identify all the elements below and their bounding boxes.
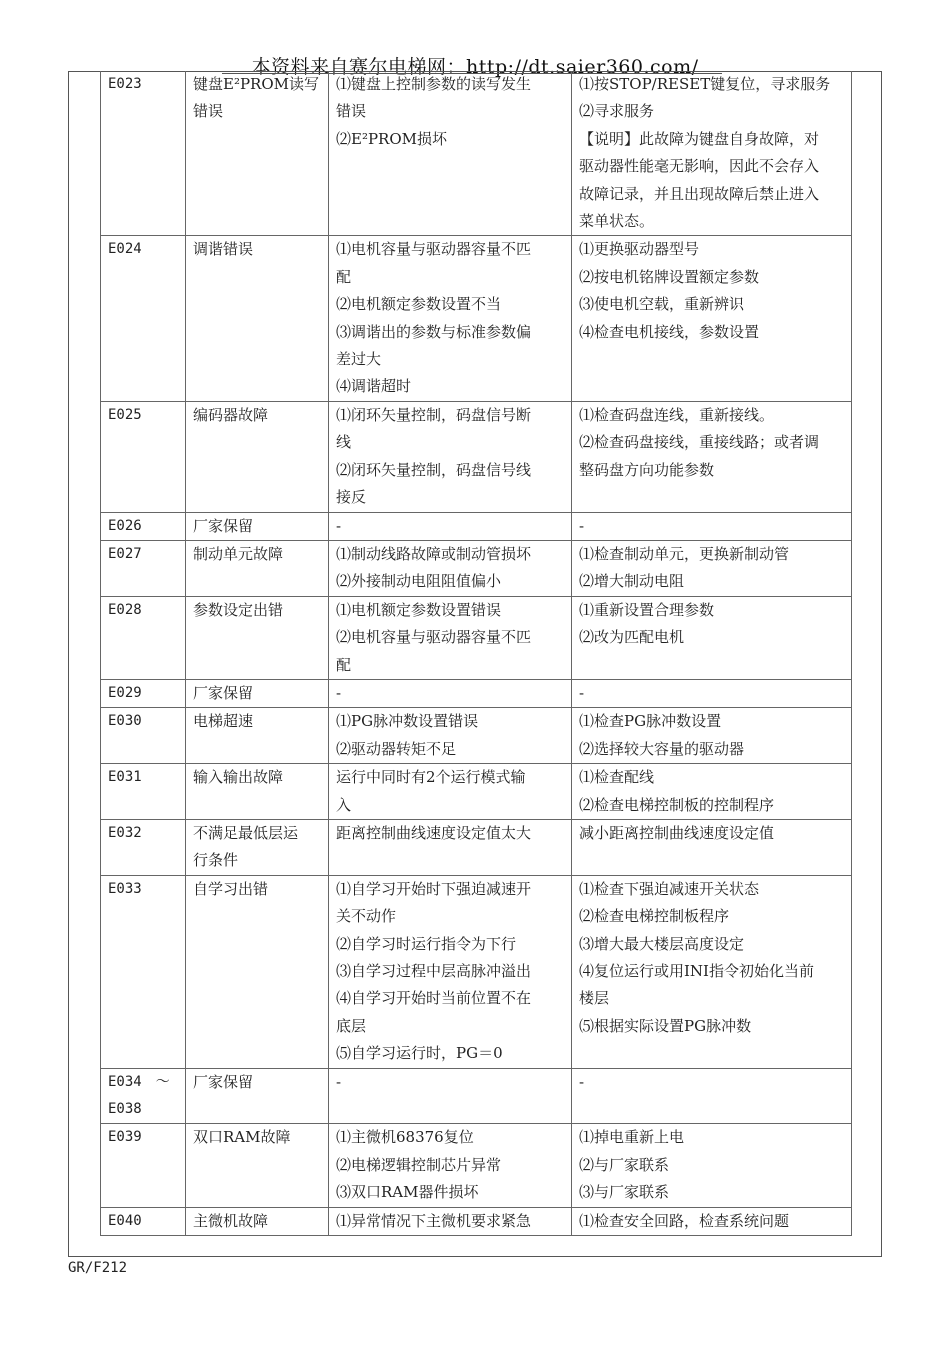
cell-line: ⑷自学习开始时当前位置不在 <box>336 989 532 1008</box>
cell-line: ⑸自学习运行时，PG＝0 <box>336 1044 503 1063</box>
fault-remedy-cell <box>572 764 852 820</box>
fault-name-cell <box>186 1207 329 1235</box>
cell-line: ⑴主微机68376复位 <box>336 1128 474 1147</box>
fault-code-cell <box>101 1068 186 1124</box>
fault-name-cell <box>186 401 329 512</box>
cell-line: E029 <box>108 684 142 701</box>
cell-line: 整码盘方向功能参数 <box>579 460 715 479</box>
cell-line: 主微机故障 <box>193 1211 269 1230</box>
cell-line: E030 <box>108 713 142 730</box>
table-row <box>101 764 852 820</box>
fault-code-cell <box>101 819 186 875</box>
fault-remedy-cell <box>572 540 852 596</box>
cell-line: 接反 <box>336 488 367 507</box>
cell-line: - <box>579 1072 585 1091</box>
cell-line: ⑵检查电梯控制板的控制程序 <box>579 795 775 814</box>
fault-cause-cell <box>329 540 572 596</box>
cell-line: - <box>336 1072 342 1091</box>
fault-remedy-cell <box>572 875 852 1068</box>
cell-line: 底层 <box>336 1016 367 1035</box>
cell-line: ⑵电机容量与驱动器容量不匹 <box>336 628 532 647</box>
cell-line: 厂家保留 <box>193 516 254 535</box>
cell-line: 配 <box>336 655 352 674</box>
cell-line: ⑴按STOP/RESET键复位，寻求服务 <box>579 75 831 93</box>
cell-line: 【说明】此故障为键盘自身故障，对 <box>579 129 820 148</box>
fault-remedy-cell <box>572 512 852 540</box>
fault-remedy-cell <box>572 708 852 764</box>
cell-line: ⑵E²PROM损坏 <box>336 129 448 148</box>
fault-code-table <box>100 71 852 1236</box>
table-row <box>101 540 852 596</box>
cell-line: 差过大 <box>336 350 382 369</box>
cell-line: ⑴检查PG脉冲数设置 <box>579 712 722 731</box>
cell-line: 厂家保留 <box>193 1072 254 1091</box>
fault-code-cell <box>101 708 186 764</box>
fault-code-cell <box>101 540 186 596</box>
cell-line: 错误 <box>336 102 367 121</box>
fault-remedy-cell <box>572 819 852 875</box>
cell-line: ⑵按电机铭牌设置额定参数 <box>579 267 760 286</box>
table-row <box>101 71 852 236</box>
cell-line: - <box>579 516 585 535</box>
cell-line: ⑴电机容量与驱动器容量不匹 <box>336 240 532 259</box>
fault-code-cell <box>101 1124 186 1207</box>
fault-cause-cell <box>329 596 572 679</box>
cell-line: ⑶增大最大楼层高度设定 <box>579 934 745 953</box>
cell-line: ⑴PG脉冲数设置错误 <box>336 712 479 731</box>
cell-line: ⑵检查码盘接线，重接线路；或者调 <box>579 433 820 452</box>
cell-line: E026 <box>108 517 142 534</box>
fault-cause-cell <box>329 1207 572 1235</box>
cell-line: 运行中同时有2个运行模式输 <box>336 768 526 787</box>
cell-line: E024 <box>108 241 142 258</box>
cell-line: ⑴检查安全回路，检查系统问题 <box>579 1211 790 1230</box>
cell-line: 减小距离控制曲线速度设定值 <box>579 823 775 842</box>
cell-line: ⑴更换驱动器型号 <box>579 240 700 259</box>
fault-name-cell <box>186 1124 329 1207</box>
cell-line: ⑵寻求服务 <box>579 102 655 121</box>
cell-line: E027 <box>108 545 142 562</box>
fault-cause-cell <box>329 875 572 1068</box>
cell-line: 电梯超速 <box>193 712 254 731</box>
cell-line: ⑴闭环矢量控制，码盘信号断 <box>336 405 532 424</box>
fault-name-cell <box>186 819 329 875</box>
fault-remedy-cell <box>572 1207 852 1235</box>
cell-line: ⑴键盘上控制参数的读写发生 <box>336 75 532 93</box>
cell-line: ⑶双口RAM器件损坏 <box>336 1183 479 1202</box>
cell-line: 关不动作 <box>336 907 397 926</box>
fault-name-cell <box>186 540 329 596</box>
fault-code-cell <box>101 875 186 1068</box>
cell-line: 制动单元故障 <box>193 544 284 563</box>
fault-name-cell <box>186 236 329 401</box>
cell-line: 参数设定出错 <box>193 600 284 619</box>
fault-remedy-cell <box>572 71 852 236</box>
fault-cause-cell <box>329 708 572 764</box>
cell-line: 自学习出错 <box>193 879 269 898</box>
cell-line: 双口RAM故障 <box>193 1128 291 1147</box>
cell-line: 厂家保留 <box>193 683 254 702</box>
cell-line: 键盘E²PROM读写 <box>193 75 320 93</box>
cell-line: E039 <box>108 1129 142 1146</box>
cell-line: ⑵电机额定参数设置不当 <box>336 295 502 314</box>
fault-cause-cell <box>329 679 572 707</box>
fault-remedy-cell <box>572 1124 852 1207</box>
table-row <box>101 679 852 707</box>
cell-line: ⑵电梯逻辑控制芯片异常 <box>336 1155 502 1174</box>
cell-line: 编码器故障 <box>193 405 269 424</box>
fault-code-cell <box>101 401 186 512</box>
cell-line: ⑵闭环矢量控制，码盘信号线 <box>336 460 532 479</box>
fault-name-cell <box>186 764 329 820</box>
cell-line: 距离控制曲线速度设定值太大 <box>336 823 532 842</box>
cell-line: 故障记录，并且出现故障后禁止进入 <box>579 184 820 203</box>
cell-line: ⑷复位运行或用INI指令初始化当前 <box>579 962 814 980</box>
cell-line: ⑴异常情况下主微机要求紧急 <box>336 1211 532 1230</box>
cell-line: ⑷检查电机接线，参数设置 <box>579 322 760 341</box>
table-row <box>101 1124 852 1207</box>
cell-line: 错误 <box>193 102 224 121</box>
cell-line: ⑴制动线路故障或制动管损坏 <box>336 544 532 563</box>
cell-line: 菜单状态。 <box>579 212 655 231</box>
fault-remedy-cell <box>572 1068 852 1124</box>
cell-line: E031 <box>108 769 142 786</box>
fault-name-cell <box>186 71 329 236</box>
table-row <box>101 819 852 875</box>
cell-line: E033 <box>108 880 142 897</box>
fault-remedy-cell <box>572 679 852 707</box>
cell-line: ⑶与厂家联系 <box>579 1183 670 1202</box>
table-row <box>101 1207 852 1235</box>
cell-line: 调谐错误 <box>193 240 254 259</box>
source-header: 本资料来自赛尔电梯网：http://dt.saier360.com/ <box>251 56 699 78</box>
cell-line: 楼层 <box>579 989 610 1008</box>
cell-line: 驱动器性能毫无影响，因此不会存入 <box>579 157 820 176</box>
cell-line: ⑵选择较大容量的驱动器 <box>579 739 745 758</box>
cell-line: 输入输出故障 <box>193 768 284 787</box>
cell-line: ⑴检查配线 <box>579 768 655 787</box>
cell-line: - <box>336 516 342 535</box>
cell-line: E025 <box>108 406 142 423</box>
cell-line: 入 <box>336 795 352 814</box>
cell-line: ⑵驱动器转矩不足 <box>336 739 457 758</box>
fault-remedy-cell <box>572 236 852 401</box>
cell-line: ⑶调谐出的参数与标准参数偏 <box>336 322 532 341</box>
fault-code-cell <box>101 596 186 679</box>
fault-name-cell <box>186 1068 329 1124</box>
table-row <box>101 236 852 401</box>
fault-code-cell <box>101 679 186 707</box>
cell-line: E028 <box>108 601 142 618</box>
cell-line: ⑴自学习开始时下强迫减速开 <box>336 879 532 898</box>
fault-name-cell <box>186 708 329 764</box>
fault-code-cell <box>101 1207 186 1235</box>
fault-name-cell <box>186 512 329 540</box>
cell-line: E040 <box>108 1212 142 1229</box>
cell-line: 线 <box>336 433 352 452</box>
fault-table-body <box>101 71 852 1236</box>
cell-line: 行条件 <box>193 851 239 870</box>
cell-line: ⑵检查电梯控制板程序 <box>579 907 730 926</box>
table-row <box>101 401 852 512</box>
fault-cause-cell <box>329 512 572 540</box>
fault-code-cell <box>101 512 186 540</box>
fault-cause-cell <box>329 764 572 820</box>
cell-line: ⑴检查码盘连线，重新接线。 <box>579 405 775 424</box>
cell-line: ⑴掉电重新上电 <box>579 1128 685 1147</box>
fault-cause-cell <box>329 819 572 875</box>
fault-code-cell <box>101 71 186 236</box>
cell-line: 配 <box>336 267 352 286</box>
fault-remedy-cell <box>572 401 852 512</box>
cell-line: ⑵与厂家联系 <box>579 1155 670 1174</box>
fault-cause-cell <box>329 1124 572 1207</box>
form-number: GR/F212 <box>68 1260 128 1276</box>
cell-line: E023 <box>108 76 142 92</box>
cell-line: ⑴电机额定参数设置错误 <box>336 600 502 619</box>
fault-cause-cell <box>329 401 572 512</box>
fault-code-cell <box>101 236 186 401</box>
table-row <box>101 596 852 679</box>
fault-name-cell <box>186 875 329 1068</box>
cell-line: ⑷调谐超时 <box>336 377 412 396</box>
cell-line: - <box>336 683 342 702</box>
cell-line: E034 ～ <box>108 1073 170 1090</box>
fault-cause-cell <box>329 1068 572 1124</box>
cell-line: E038 <box>108 1101 142 1118</box>
fault-remedy-cell <box>572 596 852 679</box>
table-row <box>101 512 852 540</box>
cell-line: ⑸根据实际设置PG脉冲数 <box>579 1016 752 1035</box>
fault-cause-cell <box>329 71 572 236</box>
cell-line: ⑶自学习过程中层高脉冲溢出 <box>336 962 532 980</box>
cell-line: ⑵改为匹配电机 <box>579 628 685 647</box>
fault-name-cell <box>186 679 329 707</box>
cell-line: ⑴检查下强迫减速开关状态 <box>579 879 760 898</box>
table-row <box>101 708 852 764</box>
cell-line: ⑴检查制动单元，更换新制动管 <box>579 544 790 563</box>
fault-cause-cell <box>329 236 572 401</box>
cell-line: ⑵增大制动电阻 <box>579 572 685 591</box>
cell-line: ⑵自学习时运行指令为下行 <box>336 934 517 953</box>
cell-line: ⑴重新设置合理参数 <box>579 600 715 619</box>
fault-code-cell <box>101 764 186 820</box>
cell-line: ⑶使电机空载，重新辨识 <box>579 295 745 314</box>
cell-line: E032 <box>108 824 142 841</box>
fault-name-cell <box>186 596 329 679</box>
cell-line: ⑵外接制动电阻阻值偏小 <box>336 572 502 591</box>
table-row <box>101 875 852 1068</box>
cell-line: - <box>579 683 585 702</box>
cell-line: 不满足最低层运 <box>193 823 299 842</box>
table-row <box>101 1068 852 1124</box>
